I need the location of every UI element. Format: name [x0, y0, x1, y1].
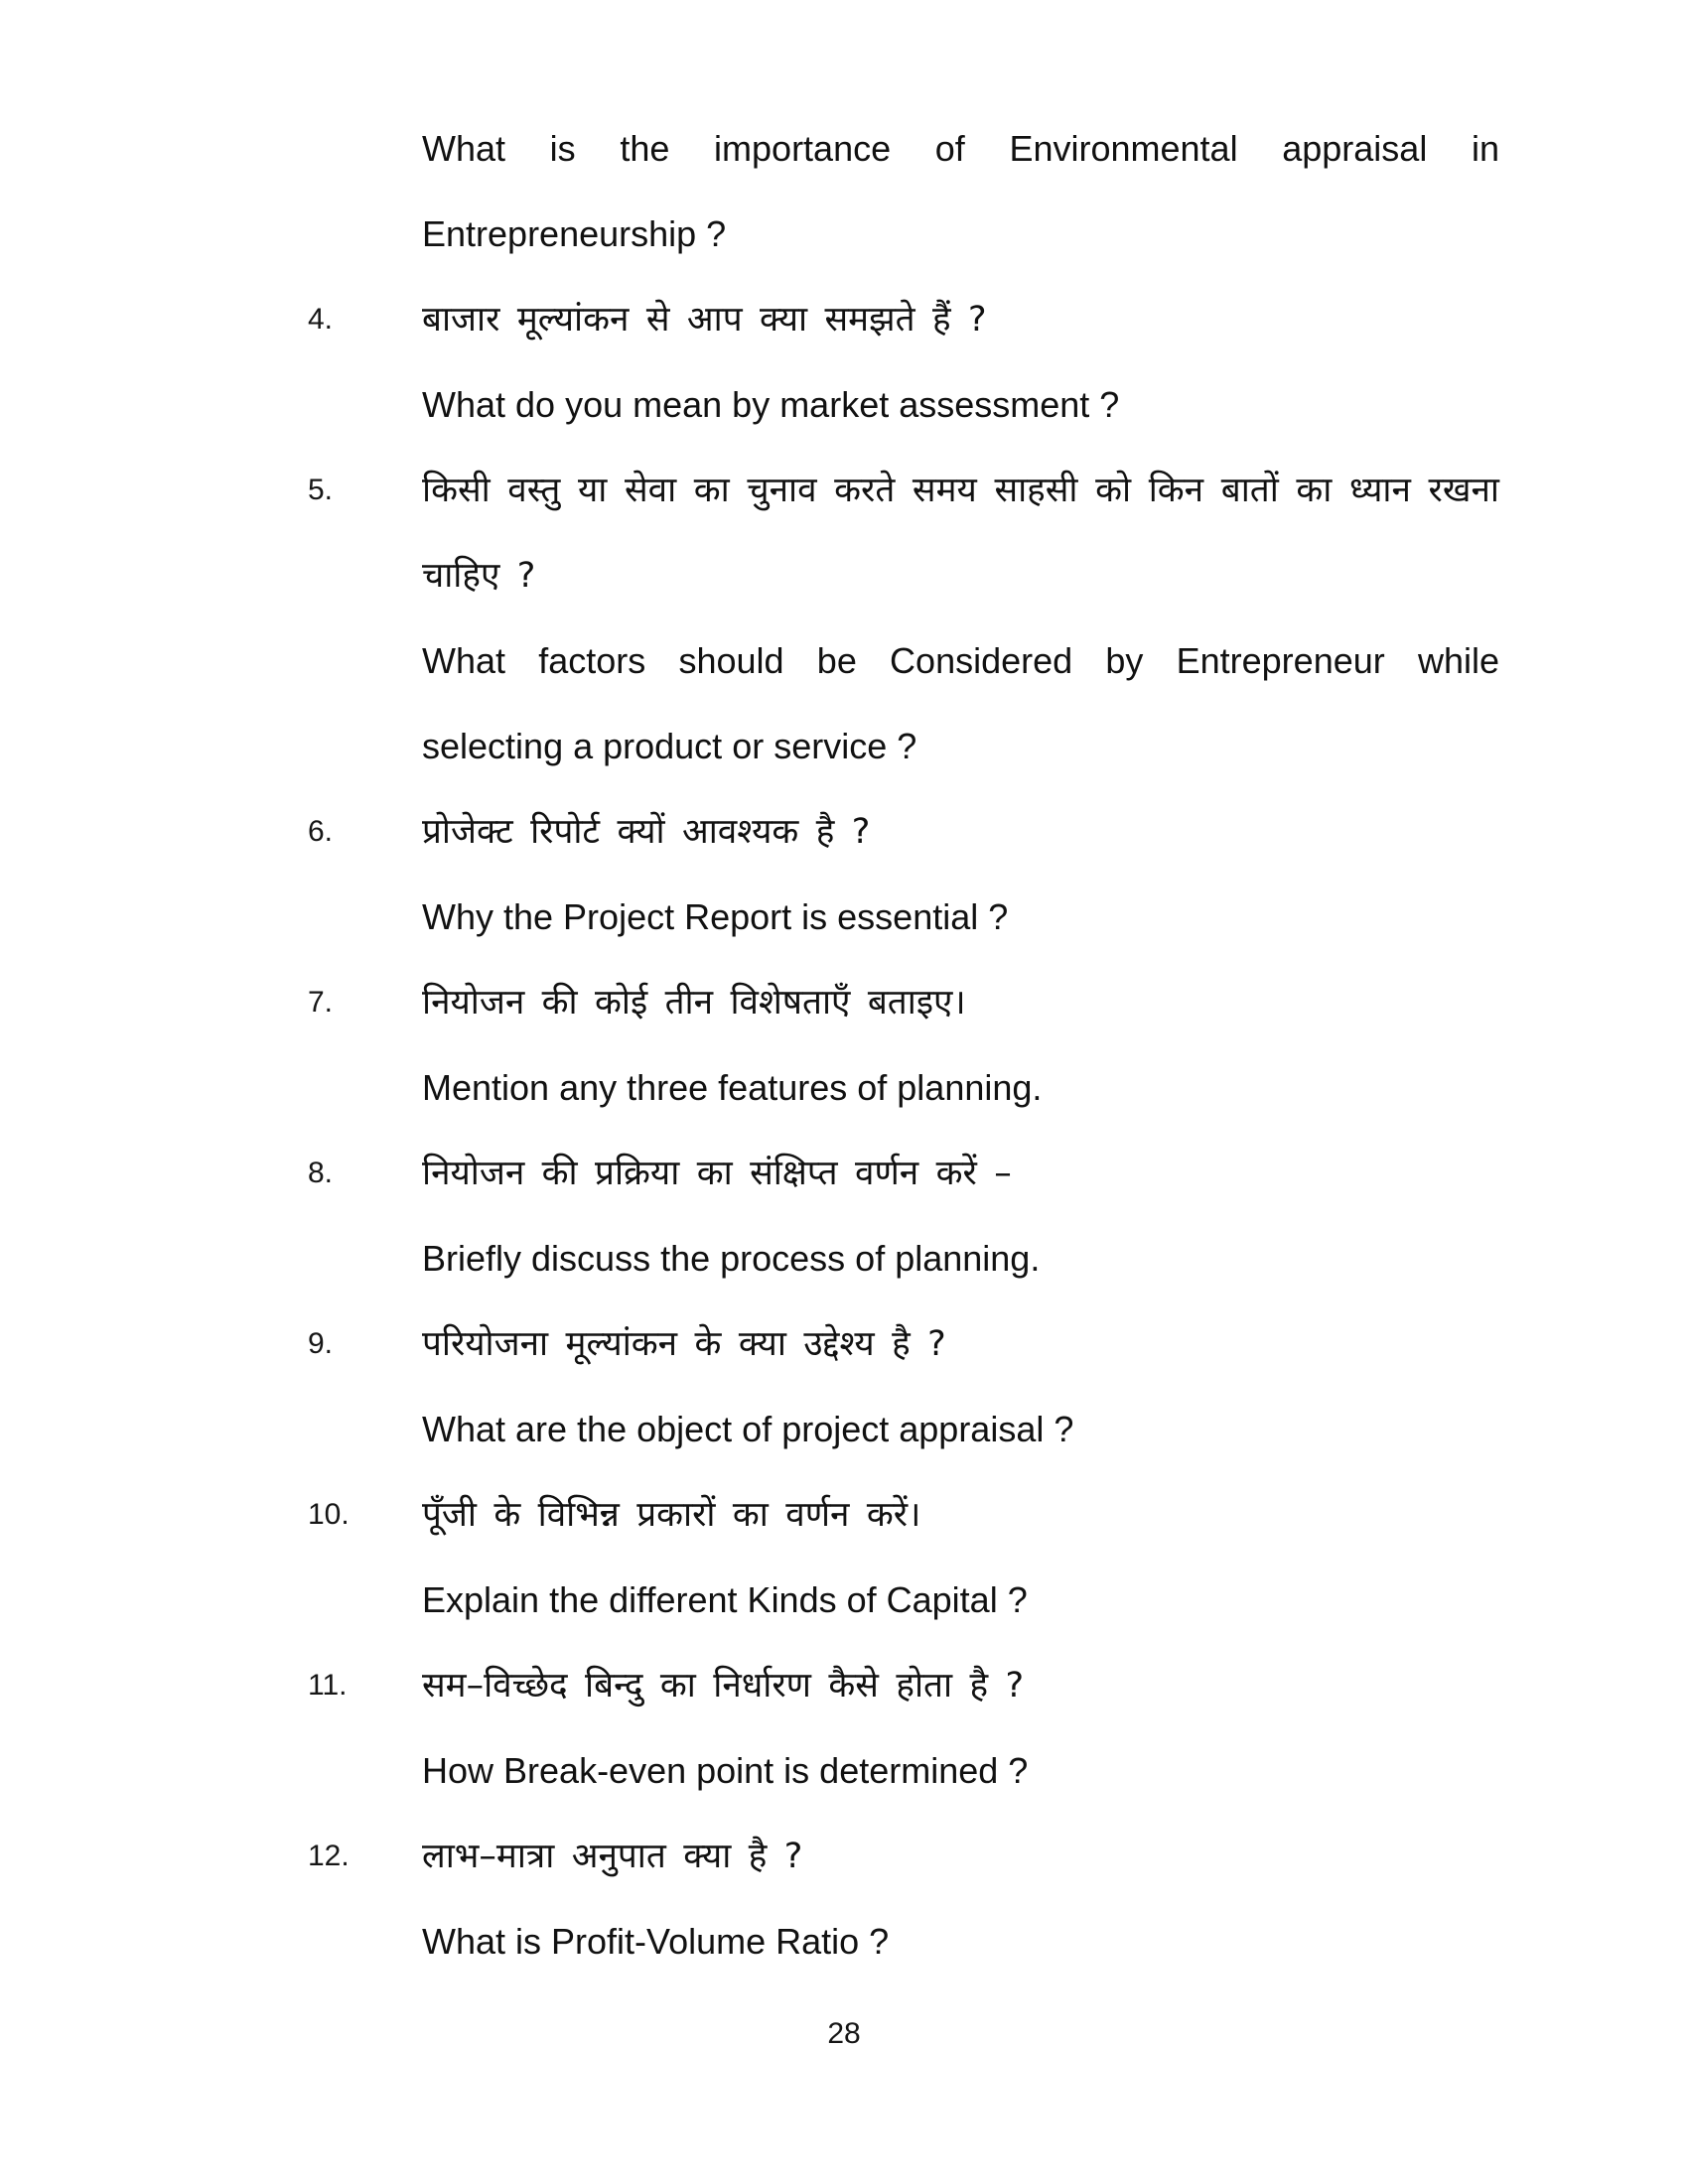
question-text: Briefly discuss the process of planning. — [422, 1238, 1041, 1279]
question-number: 11. — [308, 1669, 348, 1702]
question-text: Why the Project Report is essential ? — [422, 896, 1009, 937]
question-row — [308, 789, 1499, 875]
question-row — [308, 1643, 1499, 1728]
question-number: 7. — [308, 986, 334, 1019]
question-text: सम–विच्छेद बिन्दु का निर्धारण कैसे होता है ? — [422, 1666, 1025, 1706]
question-row — [308, 1131, 1499, 1216]
question-row — [308, 1558, 1499, 1643]
question-row — [308, 1045, 1499, 1131]
question-text: किसी वस्तु या सेवा का चुनाव करते समय साहसी को किन बातों का ध्यान रखना — [422, 471, 1499, 510]
question-text: पूँजी के विभिन्न प्रकारों का वर्णन करें। — [422, 1495, 921, 1535]
question-row — [308, 362, 1499, 448]
question-text: selecting a product or service ? — [422, 726, 917, 766]
question-row — [308, 1728, 1499, 1814]
question-number: 10. — [308, 1498, 350, 1531]
question-text: How Break-even point is determined ? — [422, 1750, 1029, 1791]
question-row — [308, 1301, 1499, 1387]
question-text: बाजार मूल्यांकन से आप क्या समझते हैं ? — [422, 300, 987, 340]
question-text: नियोजन की कोई तीन विशेषताएँ बताइए। — [422, 983, 966, 1023]
question-text: लाभ–मात्रा अनुपात क्या है ? — [422, 1837, 803, 1876]
question-row — [308, 277, 1499, 362]
question-row — [308, 1899, 1499, 1984]
question-text: Mention any three features of planning. — [422, 1067, 1043, 1108]
question-text: नियोजन की प्रक्रिया का संक्षिप्त वर्णन करें – — [422, 1154, 1012, 1193]
question-text: परियोजना मूल्यांकन के क्या उद्देश्य है ? — [422, 1324, 946, 1364]
question-row — [308, 1387, 1499, 1472]
question-row — [308, 1216, 1499, 1301]
question-text: प्रोजेक्ट रिपोर्ट क्यों आवश्यक है ? — [422, 812, 871, 852]
question-text: Explain the different Kinds of Capital ? — [422, 1579, 1028, 1620]
question-number: 6. — [308, 815, 334, 848]
question-text: चाहिए ? — [422, 556, 536, 596]
question-row — [308, 533, 1499, 618]
question-text: What are the object of project appraisal ? — [422, 1409, 1074, 1449]
question-list — [308, 106, 1499, 1984]
question-text: What factors should be Considered by Entrepreneur while — [422, 640, 1499, 681]
question-number: 5. — [308, 474, 334, 506]
question-number: 9. — [308, 1327, 334, 1360]
question-number: 8. — [308, 1157, 334, 1189]
question-row — [308, 1472, 1499, 1558]
question-row — [308, 618, 1499, 704]
question-text: What is Profit-Volume Ratio ? — [422, 1921, 890, 1962]
question-row — [308, 1814, 1499, 1899]
page-number: 28 — [827, 2017, 861, 2050]
question-row — [308, 192, 1499, 277]
question-number: 12. — [308, 1840, 350, 1872]
question-row — [308, 448, 1499, 533]
question-text: What is the importance of Environmental appraisal in — [422, 128, 1499, 169]
question-text: What do you mean by market assessment ? — [422, 384, 1120, 425]
question-row — [308, 106, 1499, 192]
question-row — [308, 704, 1499, 789]
question-row — [308, 960, 1499, 1045]
question-text: Entrepreneurship ? — [422, 213, 727, 254]
question-row — [308, 875, 1499, 960]
question-number: 4. — [308, 303, 334, 336]
